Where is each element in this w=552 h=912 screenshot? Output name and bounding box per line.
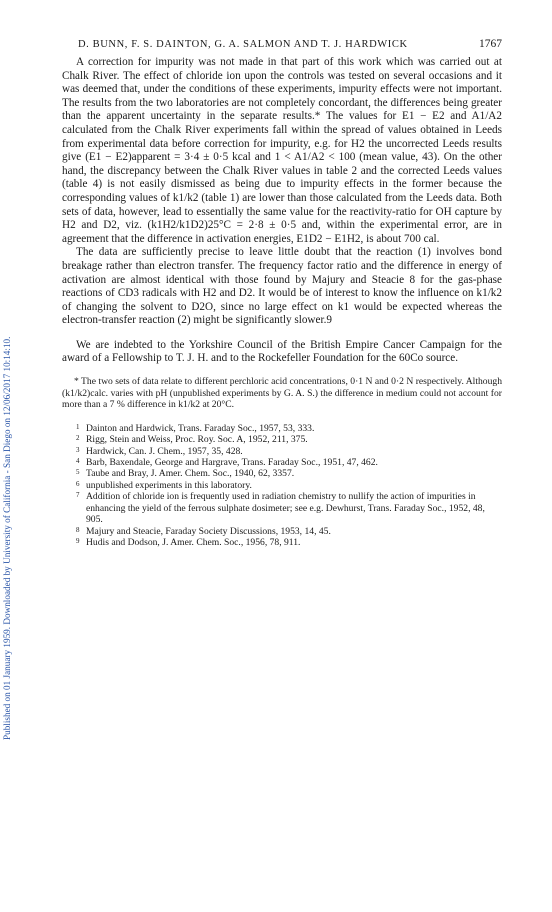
reference-item: 7 Addition of chloride ion is frequently used in radiation chemistry to nullify the action of impurities in enhancing the yield of the ferrous sulphate dosimeter; see e.g. Dewhurst, Trans. Faraday Soc., 1952, 48, 905.	[76, 491, 485, 526]
reference-list	[78, 423, 502, 548]
download-watermark	[2, 60, 16, 750]
acknowledgement-paragraph: We are indebted to the Yorkshire Council of the British Empire Cancer Campaign for the award of a Fellowship to T. J. H. and to the Rockefeller Foundation for the 60Co source.	[62, 338, 502, 365]
running-header	[62, 38, 502, 50]
reference-item: 8 Majury and Steacie, Faraday Society Discussions, 1953, 14, 45.	[76, 525, 331, 537]
reference-item: 6 unpublished experiments in this laboratory.	[76, 479, 252, 491]
reference-item: 5 Taube and Bray, J. Amer. Chem. Soc., 1940, 62, 3357.	[76, 468, 295, 480]
footnote: * The two sets of data relate to different perchloric acid concentrations, 0·1 N and 0·2 N respectively. Although (k1/k2)calc. varies with pH (unpublished experiments by G. A. S.) the difference in medium could not account for more than a 7 % difference in k1/k2 at 20°C.	[62, 376, 502, 411]
paragraph-2: The data are sufficiently precise to leave little doubt that the reaction (1) involves bond breakage rather than electron transfer. The frequency factor ratio and the difference in energy of activation are almost identical with those found by Majury and Steacie 8 for the gas-phase reactions of CD3 radicals with H2 and D2. It would be of interest to know the influence on k1/k2 of changing the solvent to D2O, since no large effect on k1 would be expected whereas the electron-transfer reaction (2) might be significantly slower.9	[62, 246, 502, 327]
reference-item: 2 Rigg, Stein and Weiss, Proc. Roy. Soc. A, 1952, 211, 375.	[76, 434, 308, 446]
reference-item: 4 Barb, Baxendale, George and Hargrave, Trans. Faraday Soc., 1951, 47, 462.	[76, 457, 378, 469]
reference-item: 1 Dainton and Hardwick, Trans. Faraday Soc., 1957, 53, 333.	[76, 422, 315, 434]
paragraph-1: A correction for impurity was not made in that part of this work which was carried out at Chalk River. The effect of chloride ion upon the controls was tested on several occasions and it was deemed that, under the conditions of these experiments, impurity effects were not important. The results from the two laboratories are not completely concordant, the differences being greater than the apparent uncertainty in the separate results.* The values for E1 − E2 and A1/A2 calculated from the Chalk River experiments fall within the spread of values obtained in Leeds from experimental data before correction for impurity, e.g. for H2 the uncorrected Leeds results give (E1 − E2)apparent = 3·4 ± 0·5 kcal and 1 < A1/A2 < 100 (mean value, 43). On the other hand, the discrepancy between the Chalk River values in table 2 and the corrected Leeds values (table 4) is not easily dismissed as being due to impurity effects in the former because the corresponding values of k1/k2 (table 1) are lower than those calculated from the Leeds data. Both sets of data, however, lead to essentially the same value for the reactivity-ratio for OH capture by H2 and D2, viz. (k1H2/k1D2)25°C = 2·8 ± 0·5 and, within the experimental error, are in agreement that the difference in activation energies, E1D2 − E1H2, is about 700 cal.	[62, 56, 502, 245]
download-watermark-text: Published on 01 January 1959. Downloaded by University of California - San Diego on 12/06/2017 10:14:10.	[2, 336, 12, 740]
page-number: 1767	[479, 38, 502, 50]
reference-item: 3 Hardwick, Can. J. Chem., 1957, 35, 428.	[76, 445, 243, 457]
article-page	[62, 38, 502, 548]
reference-item: 9 Hudis and Dodson, J. Amer. Chem. Soc., 1956, 78, 911.	[76, 536, 301, 548]
running-header-authors: D. BUNN, F. S. DAINTON, G. A. SALMON AND T. J. HARDWICK	[78, 39, 408, 50]
